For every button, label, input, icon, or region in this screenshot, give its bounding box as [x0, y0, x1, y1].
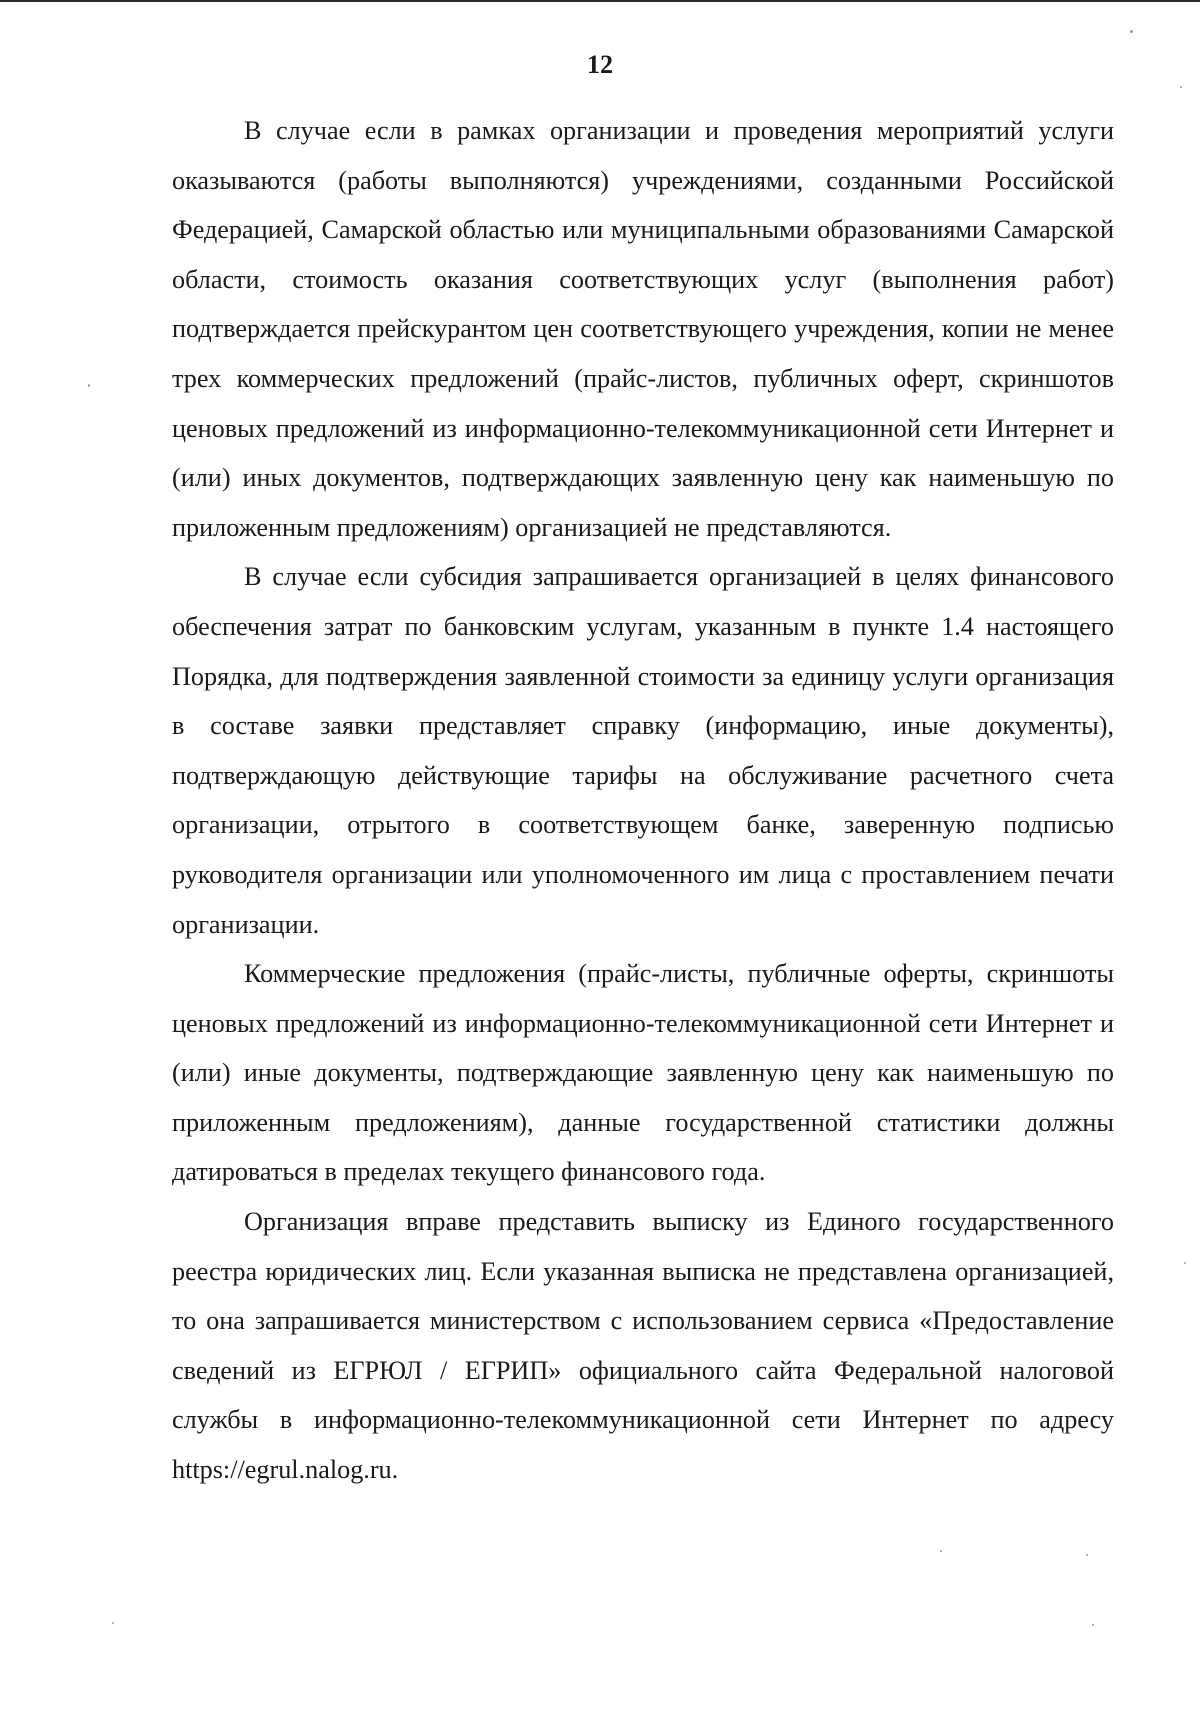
scan-speck	[1086, 1554, 1088, 1556]
scan-speck	[112, 1622, 114, 1624]
document-body	[172, 106, 1114, 1495]
scan-speck	[1184, 1262, 1186, 1264]
paragraph-commercial-offers: Коммерческие предложения (прайс-листы, публичные оферты, скриншоты ценовых предложений из информационно-телекоммуникационной сети Интернет и (или) иные документы, подтверждающие заявленную цену как наименьшую по приложенным предложениям), данные государственной статистики должны датироваться в пределах текущего финансового года.	[172, 959, 1114, 1187]
paragraph-bank-services: В случае если субсидия запрашивается организацией в целях финансового обеспечения затрат по банковским услугам, указанным в пункте 1.4 настоящего Порядка, для подтверждения заявленной стоимости за единицу услуги организация в составе заявки представляет справку (информацию, иные документы), подтверждающую действующие тарифы на обслуживание расчетного счета организации, отрытого в соответствующем банке, заверенную подписью руководителя организации или уполномоченного им лица с проставлением печати организации.	[172, 562, 1114, 939]
scan-speck	[1180, 86, 1182, 88]
scan-speck	[1130, 30, 1133, 33]
paragraph-price-list: В случае если в рамках организации и проведения мероприятий услуги оказываются (работы выполняются) учреждениями, созданными Российской Федерацией, Самарской областью или муниципальными образованиями Самарской области, стоимость оказания соответствующих услуг (выполнения работ) подтверждается прейскурантом цен соответствующего учреждения, копии не менее трех коммерческих предложений (прайс-листов, публичных оферт, скриншотов ценовых предложений из информационно-телекоммуникационной сети Интернет и (или) иных документов, подтверждающих заявленную цену как наименьшую по приложенным предложениям) организацией не представляются.	[172, 116, 1114, 542]
scan-speck	[88, 384, 90, 387]
paragraph-egrul-extract: Организация вправе представить выписку из Единого государственного реестра юридических лиц. Если указанная выписка не представлена организацией, то она запрашивается министерством с использованием сервиса «Предоставление сведений из ЕГРЮЛ / ЕГРИП» официального сайта Федеральной налоговой службы в информационно-телекоммуникационной сети Интернет по адресу https://egrul.nalog.ru.	[172, 1207, 1114, 1485]
page-number: 12	[587, 50, 613, 79]
scan-speck	[940, 1550, 942, 1552]
scan-speck	[1092, 1624, 1094, 1626]
